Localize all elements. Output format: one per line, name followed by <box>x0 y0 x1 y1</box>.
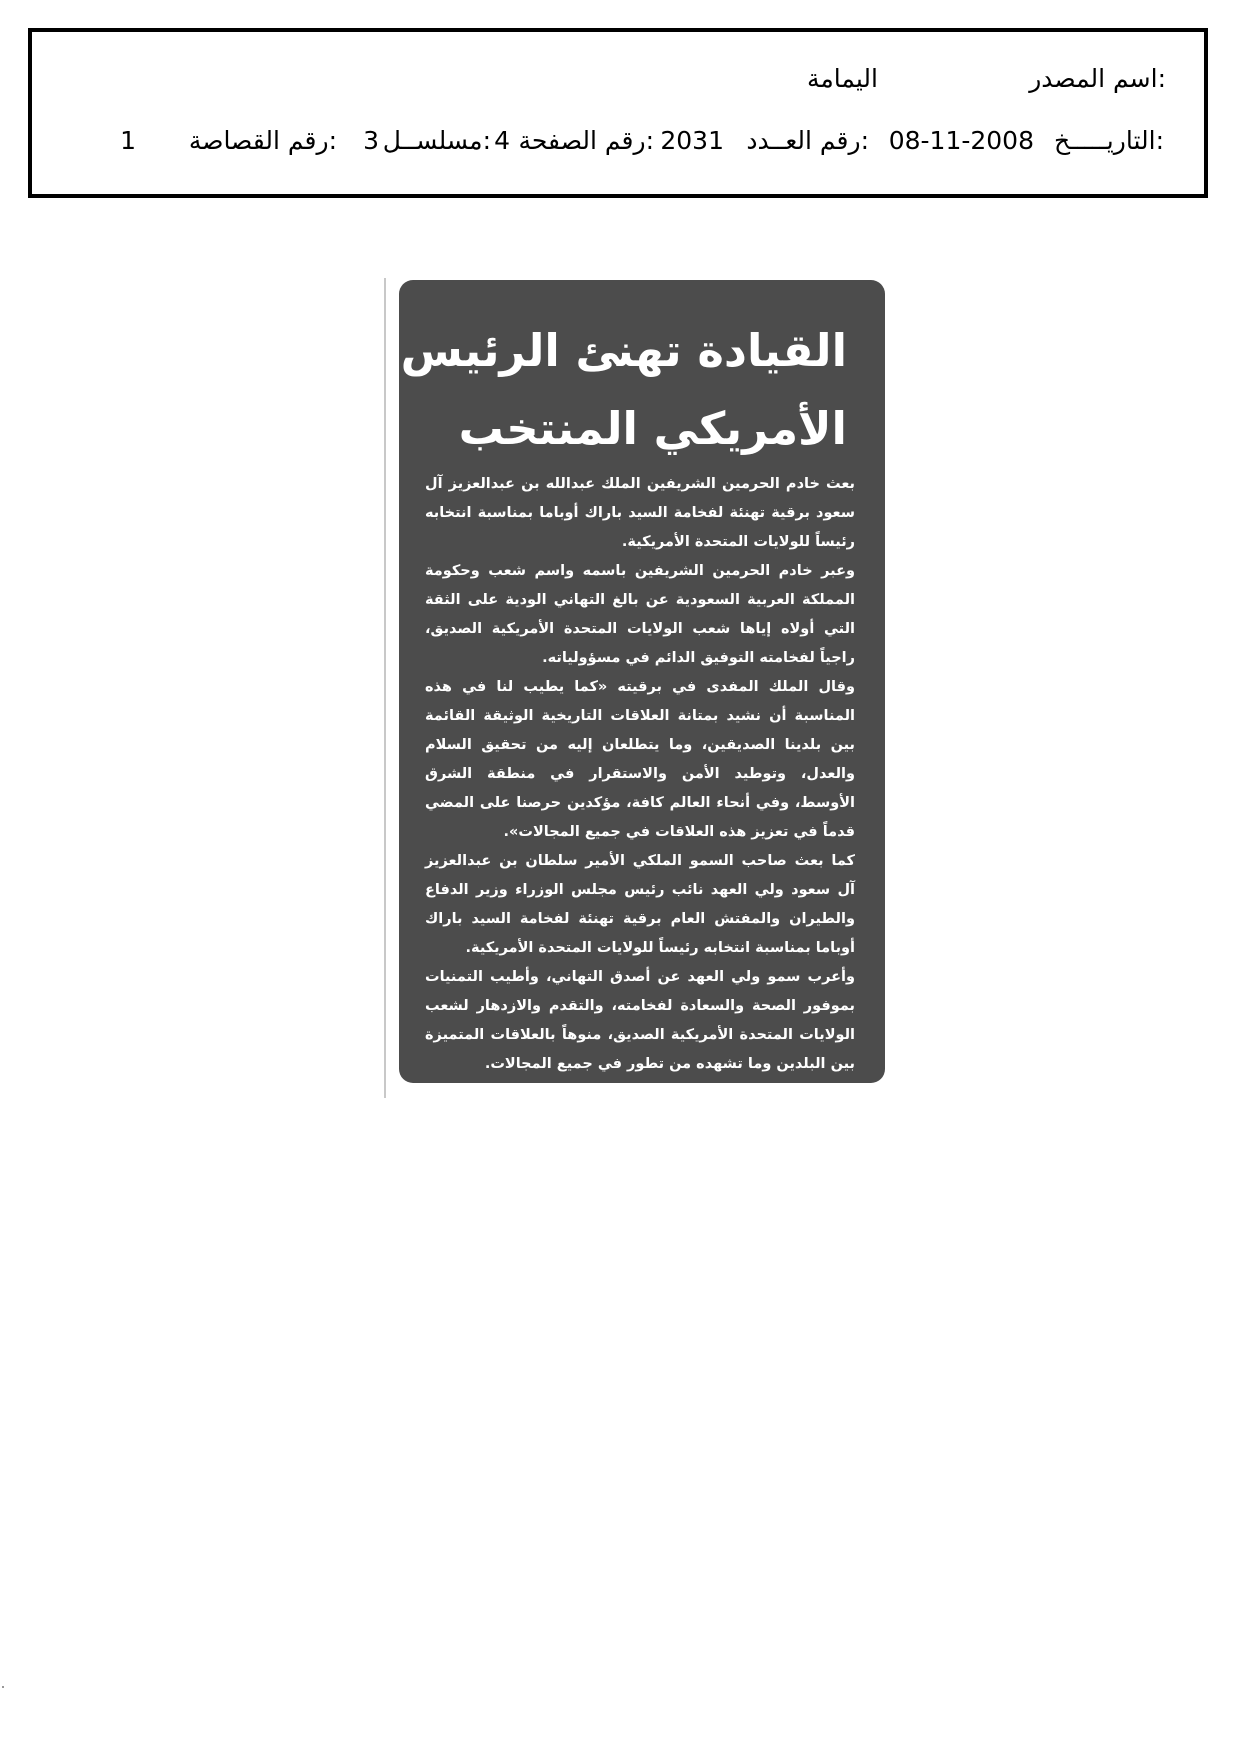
source-value: اليمامة <box>807 64 878 93</box>
clip-label: رقم القصاصة: <box>188 126 337 155</box>
scan-edge-line <box>384 278 386 1098</box>
article-paragraph: وقال الملك المفدى في برقيته «كما يطيب لنا في هذه المناسبة أن نشيد بمتانة العلاقات التاريخية الوثيقة القائمة بين بلدينا الصديقين، وما يتطلعان إليه من تحقيق السلام والعدل، وتوطيد الأمن والاستقرار في منطقة الشرق الأوسط، وفي أنحاء العالم كافة، مؤكدين حرصنا على المضي قدماً في تعزيز هذه العلاقات في جميع المجالات». <box>425 679 855 840</box>
date-label: التاريـــــخ: <box>1054 126 1164 155</box>
newspaper-clipping <box>384 278 904 1098</box>
source-label: اسم المصدر: <box>1029 64 1166 93</box>
issue-value: 2031 <box>660 126 724 155</box>
headline-line-1: القيادة تهنئ الرئيس <box>400 324 847 377</box>
article-headline <box>400 312 847 468</box>
headline-line-2: الأمريكي المنتخب <box>458 402 847 455</box>
article-paragraph: بعث خادم الحرمين الشريفين الملك عبدالله بن عبدالعزيز آل سعود برقية تهنئة لفخامة السيد باراك أوباما بمناسبة انتخابه رئيساً للولايات المتحدة الأمريكية. <box>425 476 855 550</box>
scan-artifact <box>2 1686 4 1688</box>
clipping-header <box>28 28 1208 198</box>
clip-value: 1 <box>120 126 136 155</box>
issue-label: رقم العــدد: <box>746 126 869 155</box>
page-label: رقم الصفحة: <box>518 126 654 155</box>
article-paragraph: وأعرب سمو ولي العهد عن أصدق التهاني، وأطيب التمنيات بموفور الصحة والسعادة لفخامته، والتقدم والازدهار لشعب الولايات المتحدة الأمريكية الصديق، منوهاً بالعلاقات المتميزة بين البلدين وما تشهده من تطور في جميع المجالات. <box>425 969 855 1072</box>
article-paragraph: وعبر خادم الحرمين الشريفين باسمه واسم شعب وحكومة المملكة العربية السعودية عن بالغ التهاني الودية على الثقة التي أولاه إياها شعب الولايات المتحدة الأمريكية الصديق، راجياً لفخامته التوفيق الدائم في مسؤولياته. <box>425 563 855 666</box>
article-body <box>425 470 855 1079</box>
article-paragraph: كما بعث صاحب السمو الملكي الأمير سلطان بن عبدالعزيز آل سعود ولي العهد نائب رئيس مجلس الوزراء وزير الدفاع والطيران والمفتش العام برقية تهنئة لفخامة السيد باراك أوباما بمناسبة انتخابه رئيساً للولايات المتحدة الأمريكية. <box>425 853 855 956</box>
serial-value: 3 <box>363 126 379 155</box>
article-panel <box>399 280 885 1083</box>
serial-label: مسلســل: <box>382 126 491 155</box>
date-value: 08-11-2008 <box>888 126 1034 155</box>
page-value: 4 <box>494 126 510 155</box>
